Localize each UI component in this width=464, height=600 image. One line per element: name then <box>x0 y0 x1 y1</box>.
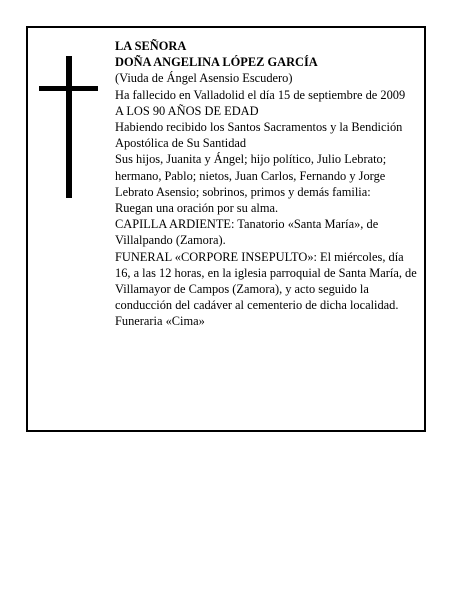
obituary-text <box>115 38 417 330</box>
deceased-name: DOÑA ANGELINA LÓPEZ GARCÍA <box>115 55 318 70</box>
obituary-notice <box>26 26 426 432</box>
funeral-home-line: Funeraria «Cima» <box>115 314 205 329</box>
title-line: LA SEÑORA <box>115 39 187 53</box>
cross-icon-vertical-bar <box>66 56 72 198</box>
death-date-line: Ha fallecido en Valladolid el día 15 de septiembre de 2009 <box>115 87 406 102</box>
funeral-line: FUNERAL «CORPORE INSEPULTO»: El miércoles, día 16, a las 12 horas, en la iglesia parroquial de Santa María, de Villamayor de Campos (Zamora), y acto seguido la conducción del cadáver al cementerio de dicha localidad. <box>115 249 417 313</box>
cross-icon-horizontal-bar <box>39 86 98 91</box>
prayer-line: Ruegan una oración por su alma. <box>115 201 279 216</box>
chapel-line: CAPILLA ARDIENTE: Tanatorio «Santa María», de Villalpando (Zamora). <box>115 217 379 248</box>
sacraments-line: Habiendo recibido los Santos Sacramentos y la Bendición Apostólica de Su Santidad <box>115 120 403 151</box>
age-line: A LOS 90 AÑOS DE EDAD <box>115 103 259 118</box>
family-line: Sus hijos, Juanita y Ángel; hijo político, Julio Lebrato; hermano, Pablo; nietos, Juan Carlos, Fernando y Jorge Lebrato Asensio; sobrinos, primos y demás familia: <box>115 152 387 199</box>
widow-of-line: (Viuda de Ángel Asensio Escudero) <box>115 71 293 86</box>
